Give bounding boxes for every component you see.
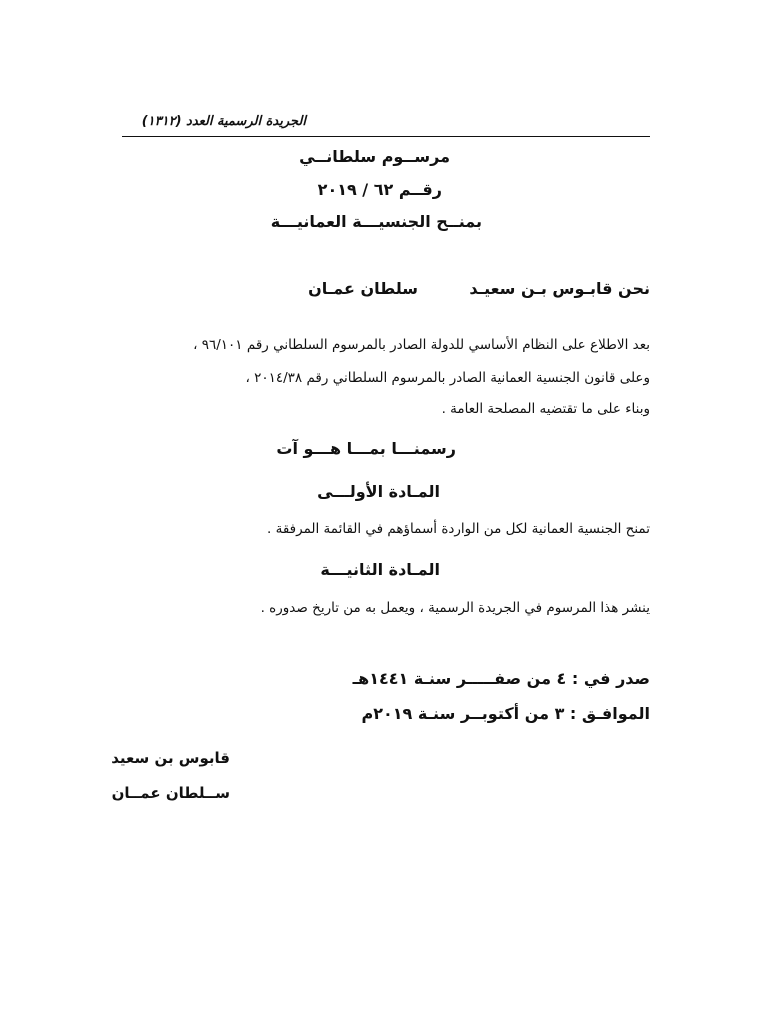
header-divider: [122, 136, 650, 137]
article-heading: المـادة الأولـــى: [317, 482, 440, 501]
decree-title: مرســوم سلطانــي: [299, 147, 450, 166]
article-text: تمنح الجنسية العمانية لكل من الواردة أسماؤهم في القائمة المرفقة .: [267, 521, 650, 537]
issuer-we-phrase: نحن قابـوس بـن سعيـد: [469, 279, 650, 298]
gazette-issue-header: الجريدة الرسمية العدد (١٣١٢): [141, 114, 306, 129]
issuer-title: سلطان عمـان: [308, 279, 418, 298]
decree-number: رقــم ٦٢ / ٢٠١٩: [317, 180, 442, 199]
issued-hijri-date: صدر في : ٤ من صفـــــر سنـة ١٤٤١هـ: [352, 669, 650, 688]
preamble-line: وبناء على ما تقتضيه المصلحة العامة .: [441, 401, 650, 417]
article-text: ينشر هذا المرسوم في الجريدة الرسمية ، ويعمل به من تاريخ صدوره .: [260, 600, 650, 616]
preamble-line: بعد الاطلاع على النظام الأساسي للدولة الصادر بالمرسوم السلطاني رقم ٩٦/١٠١ ،: [193, 337, 650, 353]
preamble-line: وعلى قانون الجنسية العمانية الصادر بالمرسوم السلطاني رقم ٢٠١٤/٣٨ ،: [245, 370, 650, 386]
decreed-phrase: رسمنـــا بمـــا هـــو آت: [276, 439, 456, 458]
issued-gregorian-date: الموافـق : ٣ من أكتوبــر سنـة ٢٠١٩م: [361, 704, 650, 723]
signature-name: قابوس بن سعيد: [111, 749, 230, 767]
article-heading: المـادة الثانيـــة: [320, 560, 440, 579]
signature-title: ســلطان عمــان: [111, 784, 230, 802]
decree-subject: بمنــح الجنسيـــة العمانيـــة: [270, 212, 482, 231]
